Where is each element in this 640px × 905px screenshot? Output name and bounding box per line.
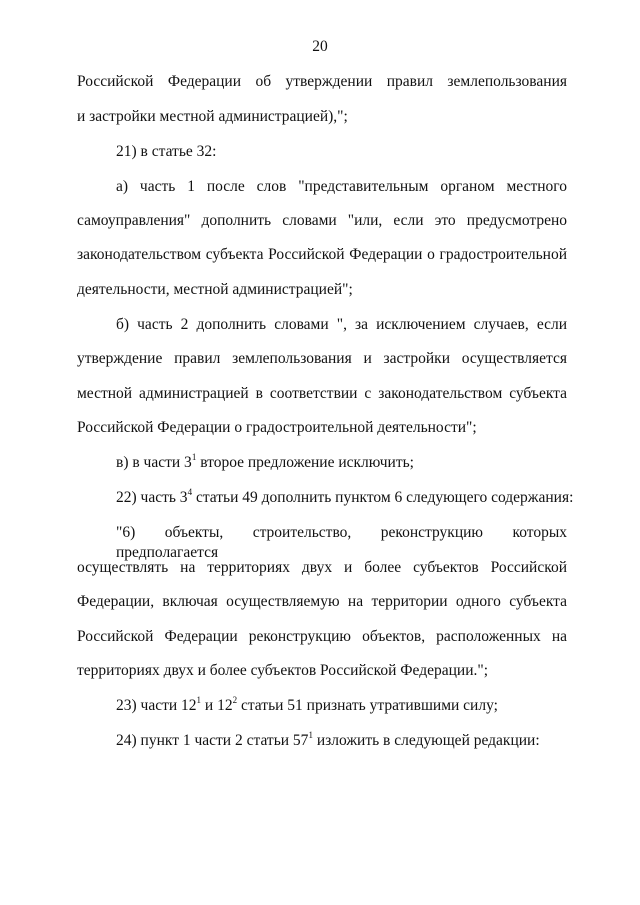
- quote-line-3: Федерации, включая осуществляемую на территории одного субъекта: [77, 593, 567, 610]
- item-24-line: [116, 731, 540, 751]
- superscript: 1: [308, 729, 313, 740]
- superscript: 1: [196, 694, 202, 705]
- subitem-a-line-4: деятельности, местной администрацией";: [77, 281, 353, 298]
- subitem-b-line-1: б) часть 2 дополнить словами ", за исключением случаев, если: [116, 316, 567, 333]
- superscript: 4: [187, 486, 193, 497]
- subitem-b-line-4: Российской Федерации о градостроительной деятельности";: [77, 419, 477, 436]
- subitem-v-text-end: второе предложение исключить;: [196, 454, 414, 471]
- item-23-text-end: статьи 51 признать утратившими силу;: [237, 697, 498, 714]
- superscript: 1: [191, 451, 197, 462]
- quote-line-4: Российской Федерации реконструкцию объектов, расположенных на: [77, 628, 567, 645]
- item-21-heading: 21) в статье 32:: [116, 143, 217, 160]
- subitem-b-line-2: утверждение правил землепользования и застройки осуществляется: [77, 350, 567, 367]
- item-23-line: [116, 696, 498, 716]
- quote-line-2: осуществлять на территориях двух и более субъектов Российской: [77, 559, 567, 576]
- item-23-text-start: 23) части 12: [116, 697, 197, 714]
- subitem-v-line: [116, 453, 414, 473]
- item-22-line: [116, 488, 573, 508]
- subitem-v-text-start: в) в части 3: [116, 454, 192, 471]
- quote-line-5: территориях двух и более субъектов Российской Федерации.";: [77, 662, 489, 679]
- item-24-text-start: 24) пункт 1 части 2 статьи 57: [116, 732, 309, 749]
- item-23-text-middle: и 12: [201, 697, 233, 714]
- quote-line-1: "6) объекты, строительство, реконструкцию которых предполагается: [116, 524, 567, 561]
- item-22-text-start: 22) часть 3: [116, 489, 188, 506]
- page-number: 20: [312, 38, 328, 55]
- text-line-2: и застройки местной администрацией),";: [77, 108, 348, 125]
- subitem-a-line-3: законодательством субъекта Российской Федерации о градостроительной: [77, 246, 567, 263]
- subitem-a-line-1: а) часть 1 после слов "представительным органом местного: [116, 178, 567, 195]
- item-22-text-end: статьи 49 дополнить пунктом 6 следующего содержания:: [192, 489, 574, 506]
- superscript: 2: [232, 694, 238, 705]
- text-line-1: Российской Федерации об утверждении правил землепользования: [77, 73, 567, 90]
- item-24-text-end: изложить в следующей редакции:: [312, 732, 540, 749]
- subitem-a-line-2: самоуправления" дополнить словами "или, если это предусмотрено: [77, 212, 567, 229]
- subitem-b-line-3: местной администрацией в соответствии с законодательством субъекта: [77, 385, 567, 402]
